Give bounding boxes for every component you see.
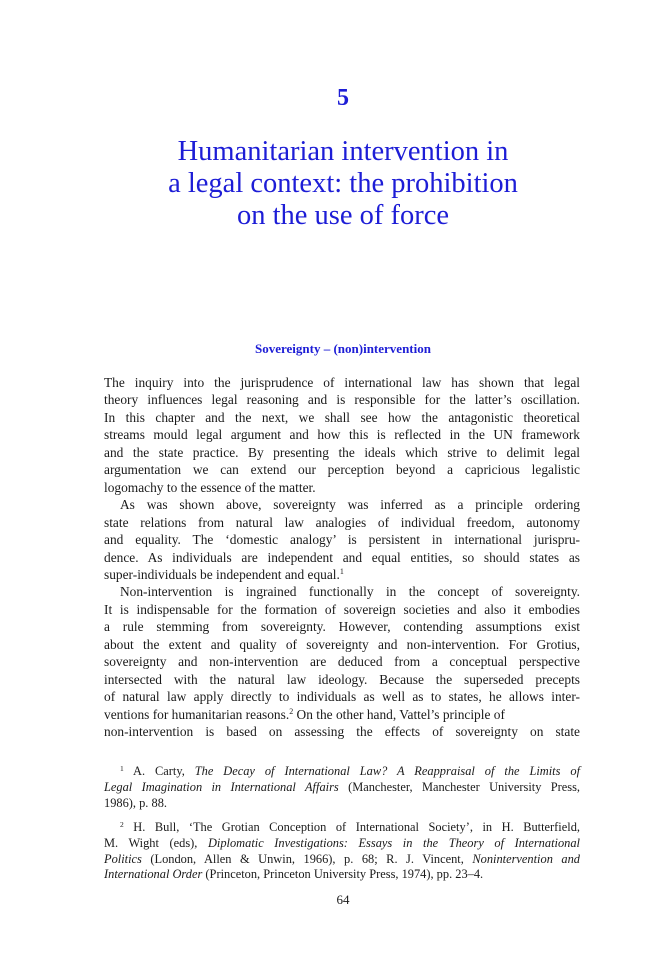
- footnote-title: International Order: [104, 867, 203, 882]
- chapter-number: 5: [337, 85, 349, 111]
- footnote-ref: 1: [339, 566, 344, 576]
- footnote-2: [104, 820, 580, 884]
- section-heading: Sovereignty – (non)intervention: [255, 341, 431, 356]
- body-line: In this chapter and the next, we shall see how the antagonistic theoretical: [104, 409, 580, 425]
- footnote-line: [104, 820, 580, 836]
- chapter-title-line: Humanitarian intervention in: [177, 136, 509, 167]
- footnote-line: [104, 867, 580, 883]
- body-line: logomachy to the essence of the matter.: [104, 479, 316, 495]
- body-line: Non-intervention is ingrained functionally in the concept of sovereignty.: [120, 584, 580, 600]
- footnote-text: A. Carty,: [133, 764, 195, 778]
- footnote-title: Legal Imagination in International Affairs: [104, 779, 339, 794]
- footnote-line: [104, 764, 580, 780]
- footnote-1: [104, 764, 580, 812]
- chapter-title-line: on the use of force: [236, 200, 450, 231]
- body-line: theory influences legal reasoning and is responsible for the latter’s oscillation.: [104, 392, 580, 408]
- body-line: dence. As individuals are independent and equal entities, so should states as: [104, 549, 580, 565]
- body-line: sovereignty and non-intervention are deduced from a conceptual perspective: [104, 654, 580, 670]
- footnote-text: (London, Allen & Unwin, 1966), p. 68; R. J. Vincent,: [141, 851, 473, 866]
- body-line: [104, 706, 580, 723]
- body-line: It is indispensable for the formation of sovereign societies and also it embodies: [104, 601, 580, 617]
- body-line: and the state practice. By presenting the ideals which strive to delimit legal: [104, 444, 580, 460]
- body-line-text: super-individuals be independent and equal.: [104, 566, 340, 582]
- footnote-title: Nonintervention and: [472, 851, 580, 866]
- footnotes: [104, 764, 580, 883]
- footnote-title: The Decay of International Law? A Reappraisal of the Limits of: [194, 764, 581, 778]
- body-line-text: ventions for humanitarian reasons.: [104, 706, 290, 722]
- body-line: intersected with the natural law ideology. Because the superseded precepts: [104, 671, 580, 687]
- body-line: about the extent and quality of sovereignty and non-intervention. For Grotius,: [104, 636, 580, 652]
- page-number: 64: [336, 892, 350, 907]
- footnote-text: (Princeton, Princeton University Press, 1974), pp. 23–4.: [202, 867, 484, 882]
- footnote-line: [104, 836, 580, 852]
- footnote-title: Diplomatic Investigations: Essays in the Theory of International: [207, 835, 580, 850]
- footnote-number: 1: [120, 764, 124, 773]
- footnote-ref: 2: [289, 706, 294, 716]
- footnote-text: M. Wight (eds),: [104, 835, 208, 850]
- footnote-line: [104, 780, 580, 796]
- footnote-text: H. Bull, ‘The Grotian Conception of International Society’, in H. Butterfield,: [133, 819, 580, 834]
- body-line: non-intervention is based on assessing the effects of sovereignty on state: [104, 724, 580, 740]
- body-line: a rule stemming from sovereignty. However, contending assumptions exist: [104, 619, 580, 635]
- body-line: and equality. The ‘domestic analogy’ is persistent in international jurispru-: [104, 532, 580, 548]
- body-line: argumentation we can extend our perception beyond a capricious legalistic: [104, 462, 580, 478]
- footnote-number: 2: [120, 819, 124, 829]
- footnote-line: [104, 852, 580, 868]
- footnote-title: Politics: [104, 851, 142, 866]
- body-line: streams mould legal argument and how this is reflected in the UN framework: [104, 427, 580, 443]
- footnote-line: 1986), p. 88.: [104, 795, 167, 810]
- footnote-text: (Manchester, Manchester University Press,: [338, 779, 581, 794]
- body-line: As was shown above, sovereignty was inferred as a principle ordering: [120, 497, 580, 513]
- chapter-title: [0, 136, 650, 232]
- body-line: of natural law apply directly to individuals as well as to states, he allows inter-: [104, 689, 580, 705]
- body-line: [104, 566, 580, 583]
- body-text: [104, 374, 580, 741]
- body-line-text: On the other hand, Vattel’s principle of: [296, 706, 505, 722]
- body-line: state relations from natural law analogies of individual freedom, autonomy: [104, 514, 580, 530]
- body-line: The inquiry into the jurisprudence of international law has shown that legal: [104, 375, 580, 390]
- chapter-title-line: a legal context: the prohibition: [168, 168, 518, 199]
